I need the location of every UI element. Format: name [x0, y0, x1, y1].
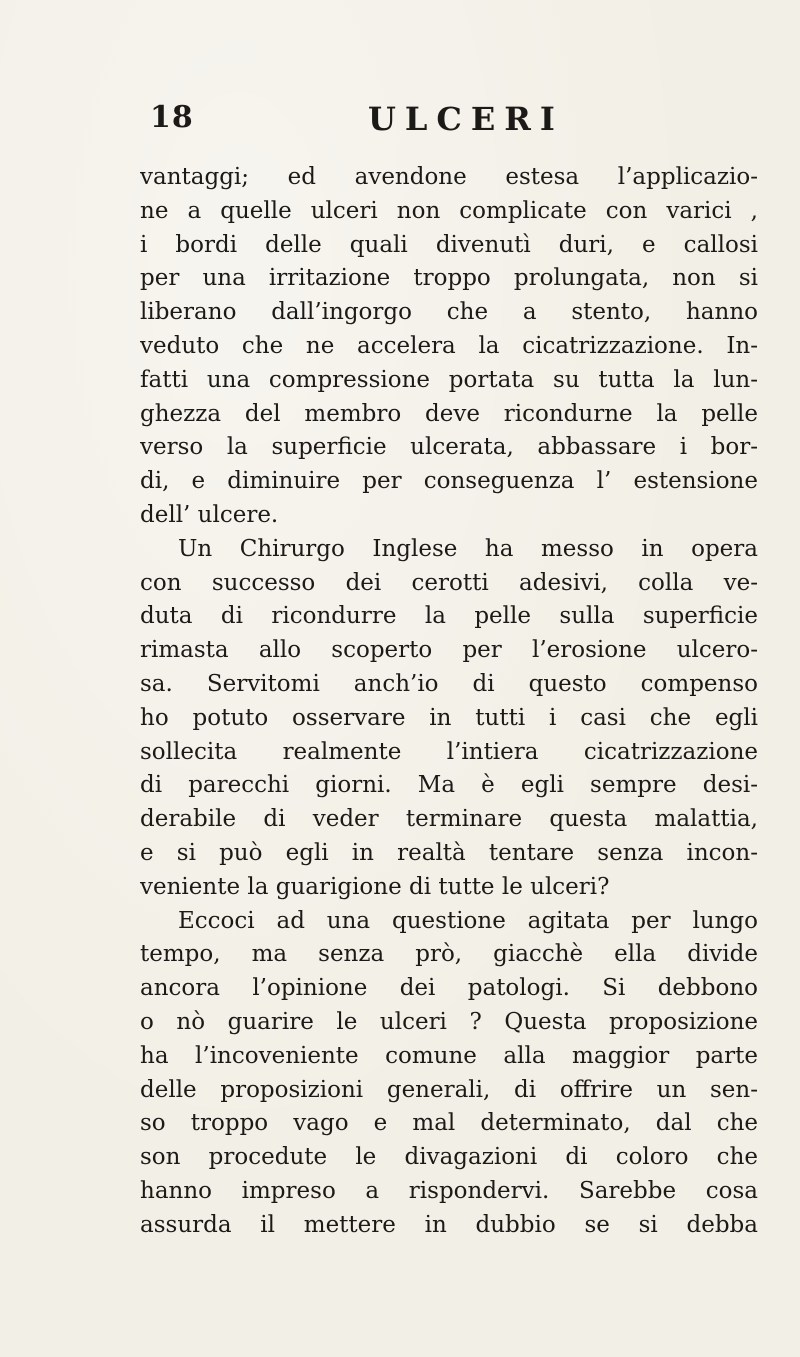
text-line: verso la superficie ulcerata, abbassare i bor- [140, 434, 758, 461]
paragraph-start-line: Un Chirurgo Inglese ha messo in opera [178, 535, 758, 562]
text-line: per una irritazione troppo prolungata, non si [140, 265, 758, 292]
paragraph-start-line: Eccoci ad una questione agitata per lungo [178, 907, 758, 934]
text-line: assurda il mettere in dubbio se si debba [140, 1211, 758, 1238]
text-line: e si può egli in realtà tentare senza incon- [140, 839, 758, 866]
text-line: delle proposizioni generali, di offrire un sen- [140, 1076, 758, 1103]
running-title: ULCERI [368, 100, 564, 138]
text-line: sa. Servitomi anch’io di questo compenso [140, 670, 758, 697]
text-line: ghezza del membro deve ricondurne la pelle [140, 400, 758, 427]
text-line: o nò guarire le ulceri ? Questa proposizione [140, 1008, 758, 1035]
text-line: tempo, ma senza prò, giacchè ella divide [140, 941, 758, 968]
text-line: rimasta allo scoperto per l’erosione ulcero- [140, 637, 758, 664]
text-line: fatti una compressione portata su tutta la lun- [140, 366, 758, 393]
text-line: ha l’incoveniente comune alla maggior parte [140, 1042, 758, 1069]
text-line: veniente la guarigione di tutte le ulceri? [140, 873, 610, 900]
text-line: son procedute le divagazioni di coloro che [140, 1144, 758, 1171]
text-line: hanno impreso a rispondervi. Sarebbe cosa [140, 1177, 758, 1204]
page-number: 18 [150, 100, 194, 135]
text-line: i bordi delle quali divenutì duri, e callosi [140, 231, 758, 258]
text-line: derabile di veder terminare questa malattia, [140, 806, 758, 833]
running-head [0, 100, 800, 140]
text-line: con successo dei cerotti adesivi, colla ve- [140, 569, 758, 596]
text-line: ancora l’opinione dei patologi. Si debbono [140, 975, 758, 1002]
text-line: di, e diminuire per conseguenza l’ estensione [140, 468, 758, 495]
text-line: ho potuto osservare in tutti i casi che egli [140, 704, 758, 731]
text-line: dell’ ulcere. [140, 501, 279, 528]
text-line: so troppo vago e mal determinato, dal che [140, 1110, 758, 1137]
text-line: duta di ricondurre la pelle sulla superficie [140, 603, 758, 630]
text-line: vantaggi; ed avendone estesa l’applicazio- [140, 164, 758, 190]
text-line: di parecchi giorni. Ma è egli sempre desi- [140, 772, 758, 799]
text-line: sollecita realmente l’intiera cicatrizzazione [140, 738, 758, 765]
text-line: veduto che ne accelera la cicatrizzazione. In- [140, 332, 758, 359]
body-text [140, 161, 758, 1243]
text-line: ne a quelle ulceri non complicate con varici , [140, 197, 758, 224]
text-line: liberano dall’ingorgo che a stento, hanno [140, 299, 758, 326]
